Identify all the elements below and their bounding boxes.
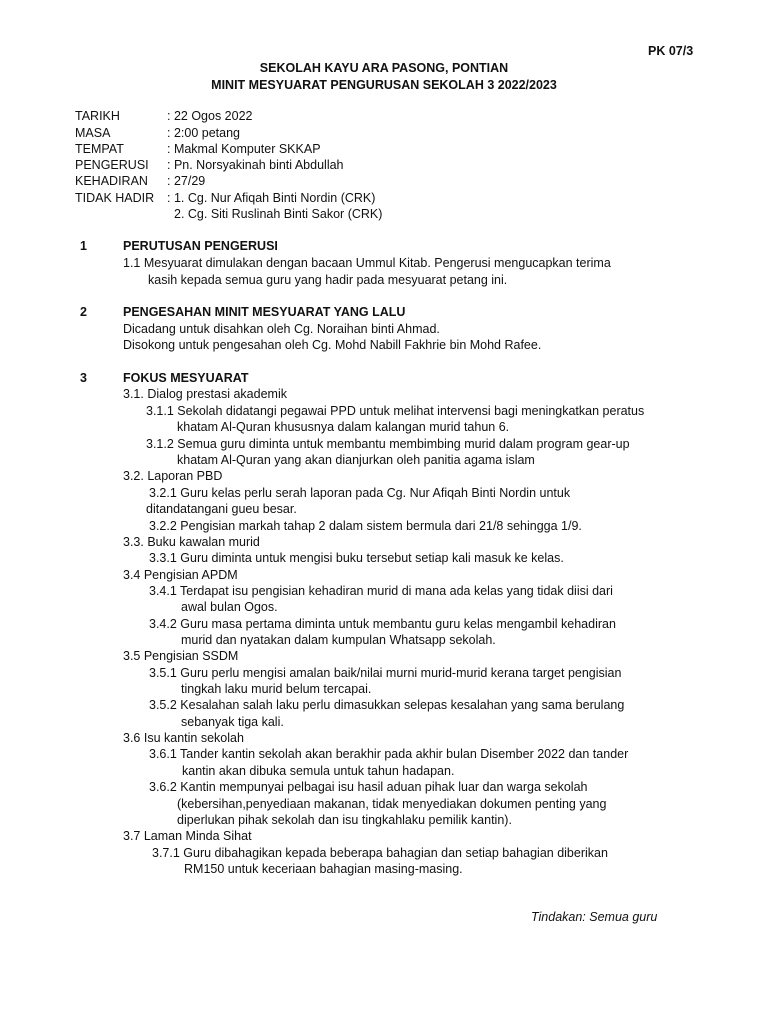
- minute-line: khatam Al-Quran yang akan dianjurkan oleh panitia agama islam: [177, 453, 535, 467]
- subsection-heading: 3.6 Isu kantin sekolah: [123, 731, 244, 745]
- minute-line: diperlukan pihak sekolah dan isu tingkahlaku pemilik kantin).: [177, 813, 512, 827]
- minute-line: 3.4.1 Terdapat isu pengisian kehadiran murid di mana ada kelas yang tidak diisi dari: [149, 584, 613, 598]
- subsection-heading: 3.4 Pengisian APDM: [123, 568, 238, 582]
- action-note: Tindakan: Semua guru: [531, 910, 658, 924]
- tidak-hadir-1: : 1. Cg. Nur Afiqah Binti Nordin (CRK): [167, 191, 376, 205]
- section-heading: FOKUS MESYUARAT: [123, 371, 249, 385]
- section-heading: PERUTUSAN PENGERUSI: [123, 239, 278, 253]
- subsection-heading: 3.2. Laporan PBD: [123, 469, 223, 483]
- tidak-hadir-label: TIDAK HADIR: [75, 191, 155, 205]
- minute-line: Dicadang untuk disahkan oleh Cg. Noraihan binti Ahmad.: [123, 322, 440, 336]
- minute-line: tingkah laku murid belum tercapai.: [181, 682, 372, 696]
- subsection-heading: 3.3. Buku kawalan murid: [123, 535, 260, 549]
- minute-line: RM150 untuk keceriaan bahagian masing-masing.: [184, 862, 463, 876]
- minute-line: kasih kepada semua guru yang hadir pada mesyuarat petang ini.: [148, 273, 508, 287]
- minute-line: 3.2.1 Guru kelas perlu serah laporan pada Cg. Nur Afiqah Binti Nordin untuk: [149, 486, 571, 500]
- tempat-value: : Makmal Komputer SKKAP: [167, 142, 321, 156]
- minute-line: kantin akan dibuka semula untuk tahun hadapan.: [182, 764, 455, 778]
- masa-value: : 2:00 petang: [167, 126, 240, 140]
- subsection-heading: 3.5 Pengisian SSDM: [123, 649, 239, 663]
- minute-line: 3.2.2 Pengisian markah tahap 2 dalam sistem bermula dari 21/8 sehingga 1/9.: [149, 519, 582, 533]
- minute-line: Disokong untuk pengesahan oleh Cg. Mohd Nabill Fakhrie bin Mohd Rafee.: [123, 338, 542, 352]
- section-number: 2: [80, 305, 87, 319]
- section-number: 3: [80, 371, 87, 385]
- minute-line: awal bulan Ogos.: [181, 600, 278, 614]
- section-number: 1: [80, 239, 87, 253]
- tempat-label: TEMPAT: [75, 142, 124, 156]
- minute-line: 3.6.1 Tander kantin sekolah akan berakhir pada akhir bulan Disember 2022 dan tander: [149, 747, 629, 761]
- kehadiran-label: KEHADIRAN: [75, 174, 148, 188]
- minute-line: 3.7.1 Guru dibahagikan kepada beberapa bahagian dan setiap bahagian diberikan: [152, 846, 608, 860]
- minute-line: 1.1 Mesyuarat dimulakan dengan bacaan Ummul Kitab. Pengerusi mengucapkan terima: [123, 256, 611, 270]
- minute-line: (kebersihan,penyediaan makanan, tidak menyediakan dokumen penting yang: [177, 797, 607, 811]
- section-heading: PENGESAHAN MINIT MESYUARAT YANG LALU: [123, 305, 406, 319]
- minute-line: 3.3.1 Guru diminta untuk mengisi buku tersebut setiap kali masuk ke kelas.: [149, 551, 564, 565]
- minute-line: 3.6.2 Kantin mempunyai pelbagai isu hasil aduan pihak luar dan warga sekolah: [149, 780, 588, 794]
- minute-line: 3.1.2 Semua guru diminta untuk membantu membimbing murid dalam program gear-up: [146, 437, 630, 451]
- subsection-heading: 3.7 Laman Minda Sihat: [123, 829, 252, 843]
- minute-line: 3.4.2 Guru masa pertama diminta untuk membantu guru kelas mengambil kehadiran: [149, 617, 616, 631]
- pengerusi-value: : Pn. Norsyakinah binti Abdullah: [167, 158, 344, 172]
- minute-line: 3.1.1 Sekolah didatangi pegawai PPD untuk melihat intervensi bagi meningkatkan peratus: [146, 404, 645, 418]
- document-code: PK 07/3: [648, 44, 694, 58]
- tidak-hadir-2: 2. Cg. Siti Ruslinah Binti Sakor (CRK): [174, 207, 383, 221]
- tarikh-value: : 22 Ogos 2022: [167, 109, 253, 123]
- document-title: MINIT MESYUARAT PENGURUSAN SEKOLAH 3 2022/2023: [211, 78, 557, 92]
- minute-line: ditandatangani gueu besar.: [146, 502, 297, 516]
- kehadiran-value: : 27/29: [167, 174, 206, 188]
- pengerusi-label: PENGERUSI: [75, 158, 149, 172]
- masa-label: MASA: [75, 126, 111, 140]
- minute-line: sebanyak tiga kali.: [181, 715, 284, 729]
- minute-line: khatam Al-Quran khususnya dalam kalangan murid tahun 6.: [177, 420, 510, 434]
- subsection-heading: 3.1. Dialog prestasi akademik: [123, 387, 287, 401]
- tarikh-label: TARIKH: [75, 109, 120, 123]
- minute-line: 3.5.1 Guru perlu mengisi amalan baik/nilai murni murid-murid kerana target pengisian: [149, 666, 622, 680]
- minute-line: murid dan nyatakan dalam kumpulan Whatsapp sekolah.: [181, 633, 496, 647]
- school-name: SEKOLAH KAYU ARA PASONG, PONTIAN: [259, 61, 509, 75]
- minute-line: 3.5.2 Kesalahan salah laku perlu dimasukkan selepas kesalahan yang sama berulang: [149, 698, 625, 712]
